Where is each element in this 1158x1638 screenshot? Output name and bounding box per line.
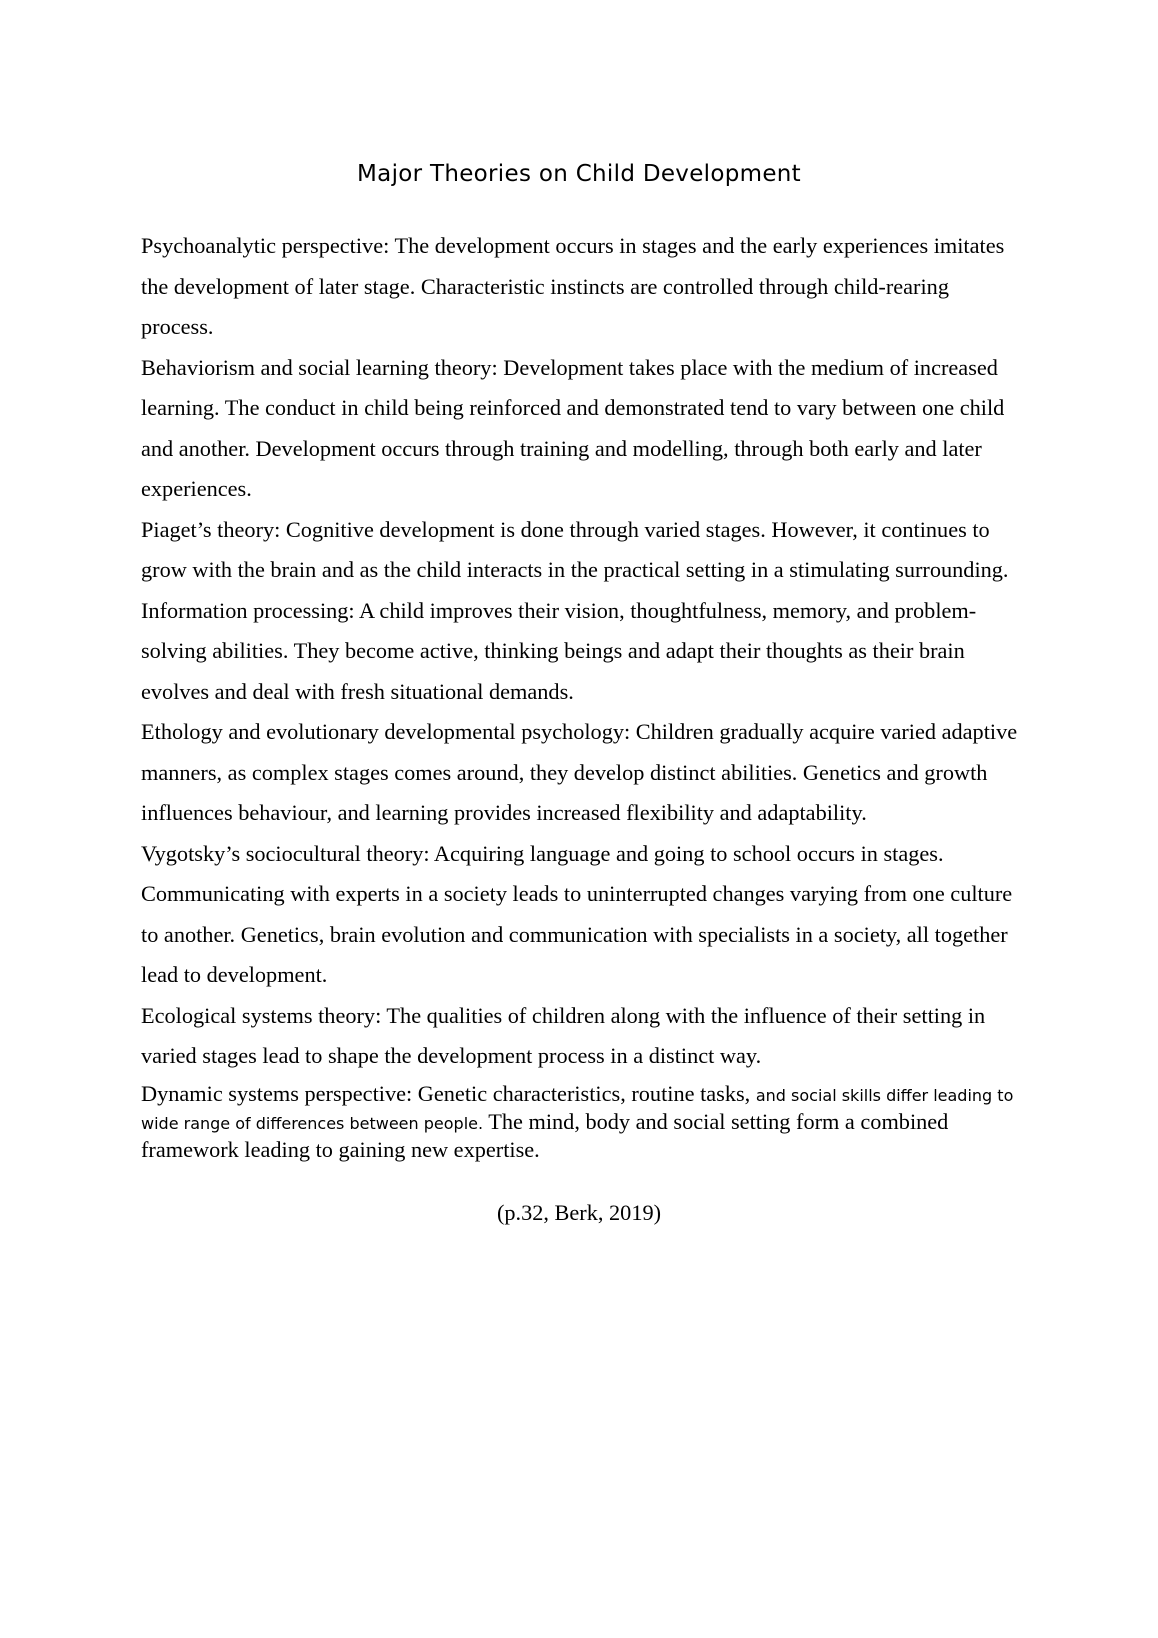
dynamic-systems-text-part1: Dynamic systems perspective: Genetic characteristics, routine tasks, bbox=[141, 1080, 756, 1106]
paragraph-dynamic-systems bbox=[141, 1081, 1021, 1163]
paragraph-behaviorism: Behaviorism and social learning theory: Development takes place with the medium of increased learning. The conduct in child being reinforced and demonstrated tend to vary between one child and another. Development occurs through training and modelling, through both early and later experiences. bbox=[141, 354, 1005, 501]
paragraph-psychoanalytic: Psychoanalytic perspective: The development occurs in stages and the early experiences imitates the development of later stage. Characteristic instincts are controlled through child-rearing process. bbox=[141, 233, 1005, 339]
paragraph-piaget: Piaget’s theory: Cognitive development is done through varied stages. However, it continues to grow with the brain and as the child interacts in the practical setting in a stimulating surrounding. bbox=[141, 516, 1009, 582]
citation: (p.32, Berk, 2019) bbox=[496, 1200, 662, 1225]
paragraph-ecological: Ecological systems theory: The qualities of children along with the influence of their setting in varied stages lead to shape the development process in a distinct way. bbox=[141, 1002, 986, 1068]
dynamic-systems-text-part3: The mind, body and social setting form a combined framework leading to gaining new expertise. bbox=[141, 1108, 949, 1162]
dynamic-systems-text-part2: and social skills differ leading to wide range of differences between people. bbox=[141, 1085, 1014, 1133]
document-body bbox=[141, 226, 1021, 1163]
paragraph-ethology: Ethology and evolutionary developmental psychology: Children gradually acquire varied adaptive manners, as complex stages comes around, they develop distinct abilities. Genetics and growth influences behaviour, and learning provides increased flexibility and adaptability. bbox=[141, 719, 1018, 825]
document-title: Major Theories on Child Development bbox=[357, 161, 801, 187]
paragraph-information-processing: Information processing: A child improves their vision, thoughtfulness, memory, and problem-solving abilities. They become active, thinking beings and adapt their thoughts as their brain evolves and deal with fresh situational demands. bbox=[141, 597, 977, 704]
paragraph-vygotsky: Vygotsky’s sociocultural theory: Acquiring language and going to school occurs in stages. Communicating with experts in a society leads to uninterrupted changes varying from one culture to another. Genetics, brain evolution and communication with specialists in a society, all together lead to development. bbox=[141, 840, 1013, 987]
